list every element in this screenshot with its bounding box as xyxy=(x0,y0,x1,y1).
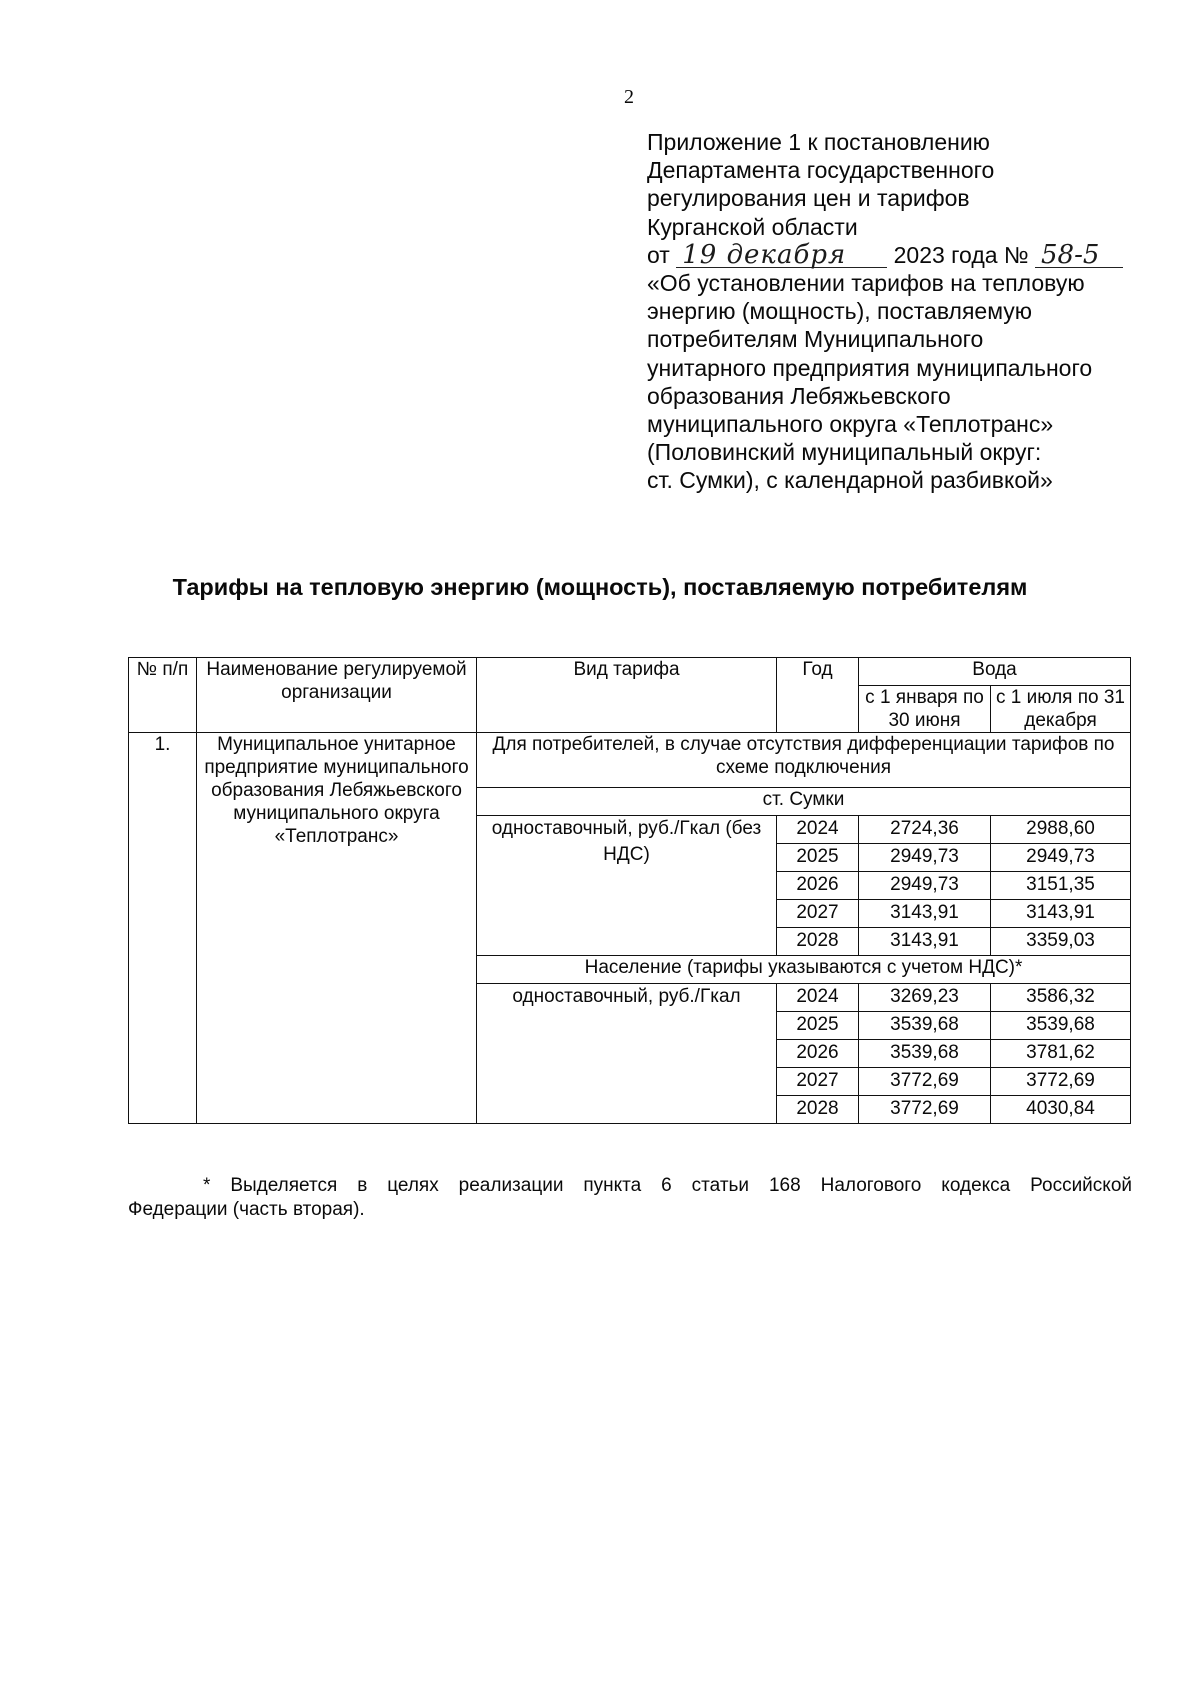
value-cell: 3151,35 xyxy=(991,872,1131,900)
year-cell: 2026 xyxy=(777,1040,859,1068)
tariff-type-cell: одноставочный, руб./Гкал xyxy=(477,984,777,1124)
value-cell: 2949,73 xyxy=(991,844,1131,872)
page-number: 2 xyxy=(624,86,634,108)
value-cell: 2988,60 xyxy=(991,816,1131,844)
header-period-1: с 1 января по 30 июня xyxy=(859,686,991,733)
value-cell: 3772,69 xyxy=(859,1068,991,1096)
header-period-2: с 1 июля по 31 декабря xyxy=(991,686,1131,733)
header-water: Вода xyxy=(859,658,1131,686)
value-cell: 3359,03 xyxy=(991,928,1131,956)
segment-row xyxy=(129,733,1131,788)
footnote-line: Федерации (часть вторая). xyxy=(128,1199,365,1220)
appendix-title-line: унитарного предприятия муниципального xyxy=(647,354,1093,381)
header-org: Наименование регулируемой организации xyxy=(197,658,477,733)
value-cell: 3781,62 xyxy=(991,1040,1131,1068)
value-cell: 3586,32 xyxy=(991,984,1131,1012)
appendix-title-line: (Половинский муниципальный округ: xyxy=(647,439,1042,466)
segment-population: Население (тарифы указываются с учетом НДС)* xyxy=(477,956,1131,984)
appendix-line: Департамента государственного xyxy=(647,157,995,184)
year-cell: 2024 xyxy=(777,984,859,1012)
segment-general: Для потребителей, в случае отсутствия дифференциации тарифов по схеме подключения xyxy=(477,733,1131,788)
value-cell: 3539,68 xyxy=(859,1040,991,1068)
value-cell: 2949,73 xyxy=(859,872,991,900)
value-cell: 3772,69 xyxy=(991,1068,1131,1096)
year-cell: 2028 xyxy=(777,928,859,956)
appendix-line: Курганской области xyxy=(647,213,858,240)
year-cell: 2025 xyxy=(777,1012,859,1040)
value-cell: 2949,73 xyxy=(859,844,991,872)
year-cell: 2027 xyxy=(777,1068,859,1096)
row-number: 1. xyxy=(129,733,197,1124)
value-cell: 3269,23 xyxy=(859,984,991,1012)
date-prefix: от xyxy=(647,241,670,268)
value-cell: 3143,91 xyxy=(859,900,991,928)
tariff-table xyxy=(128,657,1131,1124)
year-cell: 2027 xyxy=(777,900,859,928)
year-cell: 2024 xyxy=(777,816,859,844)
appendix-title-line: «Об установлении тарифов на тепловую xyxy=(647,270,1085,297)
org-name: Муниципальное унитарное предприятие муниципального образования Лебяжьевского муниципального округа «Теплотранс» xyxy=(197,733,477,1124)
value-cell: 3539,68 xyxy=(859,1012,991,1040)
header-num: № п/п xyxy=(129,658,197,733)
year-cell: 2025 xyxy=(777,844,859,872)
appendix-line: регулирования цен и тарифов xyxy=(647,185,970,212)
year-text: 2023 года № xyxy=(893,241,1029,268)
footnote xyxy=(128,1174,1132,1222)
handwritten-date: 19 декабря xyxy=(676,243,887,268)
appendix-header xyxy=(647,128,1167,495)
location-label: ст. Сумки xyxy=(477,788,1131,816)
header-year: Год xyxy=(777,658,859,733)
value-cell: 3143,91 xyxy=(859,928,991,956)
appendix-title-line: энергию (мощность), поставляемую xyxy=(647,298,1033,325)
value-cell: 4030,84 xyxy=(991,1096,1131,1124)
appendix-date-line xyxy=(647,241,1167,269)
document-title: Тарифы на тепловую энергию (мощность), поставляемую потребителям xyxy=(172,574,1028,600)
footnote-line: * Выделяется в целях реализации пункта 6 статьи 168 Налогового кодекса Российской xyxy=(203,1175,1132,1196)
year-cell: 2028 xyxy=(777,1096,859,1124)
tariff-type-cell: одноставочный, руб./Гкал (без НДС) xyxy=(477,816,777,956)
value-cell: 3143,91 xyxy=(991,900,1131,928)
value-cell: 2724,36 xyxy=(859,816,991,844)
appendix-title-line: муниципального округа «Теплотранс» xyxy=(647,411,1054,438)
year-cell: 2026 xyxy=(777,872,859,900)
value-cell: 3772,69 xyxy=(859,1096,991,1124)
appendix-line: Приложение 1 к постановлению xyxy=(647,129,990,155)
header-row xyxy=(129,658,1131,686)
value-cell: 3539,68 xyxy=(991,1012,1131,1040)
appendix-title-line: потребителям Муниципального xyxy=(647,326,984,353)
appendix-title-line: ст. Сумки), с календарной разбивкой» xyxy=(647,467,1053,494)
appendix-title-line: образования Лебяжьевского xyxy=(647,382,951,409)
header-tariff-type: Вид тарифа xyxy=(477,658,777,733)
handwritten-number: 58-5 xyxy=(1035,243,1123,268)
